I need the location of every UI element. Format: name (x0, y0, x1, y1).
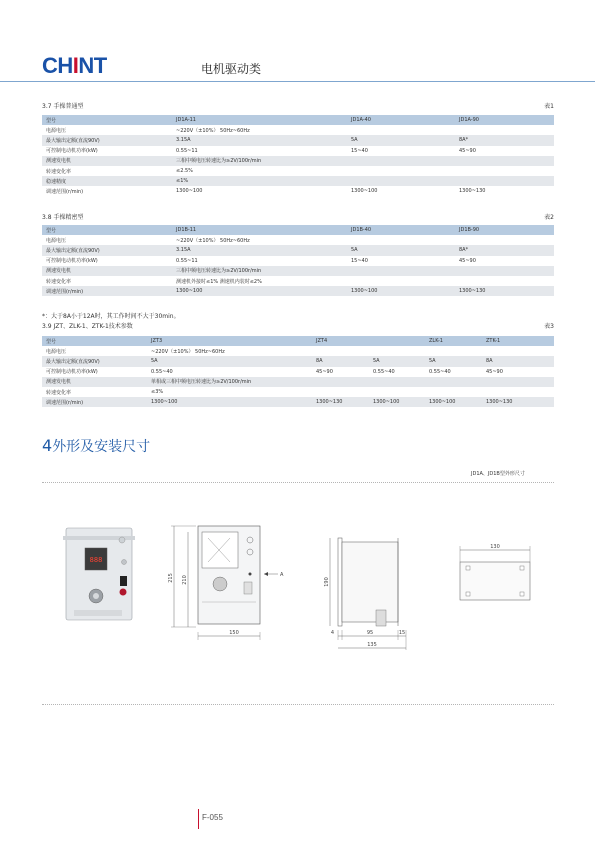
section-title-3-8: 3.8 手操精密型 (42, 214, 84, 221)
table-cell (347, 235, 455, 245)
page-number-bar (198, 809, 199, 829)
dim-label: 15 (398, 630, 406, 636)
table-cell: 电源电压 (42, 346, 147, 356)
chint-logo: CHINT (42, 53, 107, 78)
table-cell: 电源电压 (42, 125, 172, 135)
table-cell: 8A (312, 356, 369, 366)
table-cell: 1300~130 (455, 286, 554, 296)
table-cell: 转速变化率 (42, 166, 172, 176)
table-cell: 45~90 (482, 367, 554, 377)
table-cell: 1300~100 (172, 186, 347, 196)
table-cell (347, 166, 455, 176)
table-cell: 0.55~40 (147, 367, 312, 377)
table-cell (347, 266, 455, 276)
table-row (42, 276, 554, 286)
table-cell: JD1B-40 (347, 225, 455, 235)
table-cell: 15~40 (347, 256, 455, 266)
table-cell: 最大输出定额(直流90V) (42, 135, 172, 145)
table-cell (455, 156, 554, 166)
footnote: *：大于8A小于12A时，其工作时间不大于30min。 (42, 313, 180, 320)
table-cell (312, 377, 369, 387)
table-cell (369, 346, 425, 356)
table-cell (369, 336, 425, 346)
table-cell: 调速范围(r/min) (42, 286, 172, 296)
table-number-2: 表2 (544, 214, 554, 221)
table-cell: JD1A-90 (455, 115, 554, 125)
table-cell: 单相或三相中频电压转速比为≥2V/100r/min (147, 377, 312, 387)
table-row (42, 135, 554, 145)
table-cell: 调速范围(r/min) (42, 397, 147, 407)
section-heading: 外形及安装尺寸 (52, 439, 151, 455)
table-cell: 型号 (42, 115, 172, 125)
table-cell: 三相中频电压转速比为≥2V/100r/min (172, 156, 347, 166)
dim-label: 150 (229, 630, 239, 636)
table-cell: 测速发电机 (42, 266, 172, 276)
table-cell: 0.55~11 (172, 256, 347, 266)
table-row (42, 245, 554, 255)
table-cell: JD1B-11 (172, 225, 347, 235)
table-cell: JZT3 (147, 336, 312, 346)
dim-label: 210 (182, 575, 188, 585)
table-cell: 1300~100 (369, 397, 425, 407)
table-cell: 1300~100 (347, 286, 455, 296)
table-row (42, 176, 554, 186)
table-row (42, 156, 554, 166)
table-row (42, 377, 554, 387)
table-cell (482, 346, 554, 356)
table-row (42, 356, 554, 366)
section-marker-a: A (280, 572, 284, 578)
table-cell: 型号 (42, 336, 147, 346)
dim-label: 95 (366, 630, 374, 636)
table-cell (312, 387, 369, 397)
table-header-row (42, 225, 554, 235)
table-row (42, 387, 554, 397)
table-row (42, 146, 554, 156)
spec-table-3 (42, 336, 554, 407)
table-cell: 8A* (455, 245, 554, 255)
table-cell (425, 387, 482, 397)
spec-table-1 (42, 115, 554, 197)
section-4-title (42, 436, 150, 456)
table-cell: 最大输出定额(直流90V) (42, 356, 147, 366)
table-cell: ≤3% (147, 387, 312, 397)
table-cell: 1300~100 (347, 186, 455, 196)
table-cell (455, 276, 554, 286)
controller-photo (60, 526, 142, 622)
table-cell (455, 235, 554, 245)
table-row (42, 266, 554, 276)
table-row (42, 346, 554, 356)
page-header (0, 0, 595, 82)
table-cell: 15~40 (347, 146, 455, 156)
table-cell: JD1B-90 (455, 225, 554, 235)
table-cell (347, 176, 455, 186)
table-cell: 5A (347, 135, 455, 145)
table-cell: 45~90 (312, 367, 369, 377)
table-cell: 0.55~40 (369, 367, 425, 377)
front-view-drawing (168, 522, 300, 654)
header-divider (0, 81, 595, 82)
section-title-3-7: 3.7 手操普通型 (42, 103, 84, 110)
table-cell: 1300~130 (482, 397, 554, 407)
table-cell (455, 266, 554, 276)
table-cell: ~220V（±10%） 50Hz~60Hz (172, 125, 347, 135)
dim-label: 135 (367, 642, 377, 648)
dim-label: 4 (330, 630, 334, 636)
table-cell: 5A (347, 245, 455, 255)
side-view-drawing (318, 522, 418, 654)
table-header-row (42, 115, 554, 125)
table-cell (369, 377, 425, 387)
spec-table-2 (42, 225, 554, 296)
dim-label: 215 (168, 573, 174, 583)
table-cell: ~220V（±10%） 50Hz~60Hz (172, 235, 347, 245)
table-cell: 5A (425, 356, 482, 366)
table-cell: 8A* (455, 135, 554, 145)
page-number: F-055 (202, 813, 223, 822)
table-cell: 可控制电动机功率(kW) (42, 256, 172, 266)
table-cell: 8A (482, 356, 554, 366)
table-cell: 电源电压 (42, 235, 172, 245)
table-cell: 稳速精度 (42, 176, 172, 186)
table-cell: JD1A-40 (347, 115, 455, 125)
table-row (42, 235, 554, 245)
page-title: 电机驱动类 (201, 62, 262, 76)
table-cell: 转速变化率 (42, 276, 172, 286)
table-cell: ZLK-1 (425, 336, 482, 346)
table-cell: ≤2.5% (172, 166, 347, 176)
table-cell (347, 125, 455, 135)
caption-divider (42, 482, 554, 483)
table-cell (455, 176, 554, 186)
table-cell: 1300~130 (312, 397, 369, 407)
table-cell: 转速变化率 (42, 387, 147, 397)
dim-label: 190 (324, 577, 330, 587)
table-cell: JZT4 (312, 336, 369, 346)
table-cell (482, 387, 554, 397)
section-number: 4 (42, 436, 53, 455)
table-cell: ZTK-1 (482, 336, 554, 346)
table-cell: 可控制电动机功率(kW) (42, 367, 147, 377)
section-divider (42, 704, 554, 705)
table-number-3: 表3 (544, 323, 554, 330)
table-row (42, 286, 554, 296)
table-cell (455, 166, 554, 176)
table-row (42, 125, 554, 135)
table-cell: 测速发电机 (42, 377, 147, 387)
table-header-row (42, 336, 554, 346)
table-cell: JD1A-11 (172, 115, 347, 125)
dim-label: 130 (490, 544, 500, 550)
section-title-3-9: 3.9 JZT、ZLK-1、ZTK-1技术参数 (42, 323, 133, 330)
table-cell (425, 377, 482, 387)
table-cell: 三相中频电压转速比为≥2V/100r/min (172, 266, 347, 276)
table-cell: 1300~100 (147, 397, 312, 407)
table-cell (347, 276, 455, 286)
table-number-1: 表1 (544, 103, 554, 110)
table-cell: 测速发电机 (42, 156, 172, 166)
table-cell: 1300~100 (425, 397, 482, 407)
table-cell: ≤1% (172, 176, 347, 186)
table-cell (482, 377, 554, 387)
table-cell: 45~90 (455, 256, 554, 266)
table-row (42, 186, 554, 196)
table-cell: 调速范围(r/min) (42, 186, 172, 196)
table-cell: 45~90 (455, 146, 554, 156)
figure-caption: JD1A、JD1B型外形尺寸 (471, 471, 525, 477)
table-cell: 5A (147, 356, 312, 366)
table-cell (455, 125, 554, 135)
table-cell: 0.55~40 (425, 367, 482, 377)
table-cell: 1300~130 (455, 186, 554, 196)
table-row (42, 367, 554, 377)
table-cell: 测速机外接时≤1% 测速机内装时≤2% (172, 276, 347, 286)
table-cell: 0.55~11 (172, 146, 347, 156)
table-cell: 最大输出定额(直流90V) (42, 245, 172, 255)
table-row (42, 397, 554, 407)
table-cell: 3.15A (172, 245, 347, 255)
table-cell: 可控制电动机功率(kW) (42, 146, 172, 156)
table-cell: 3.15A (172, 135, 347, 145)
table-row (42, 166, 554, 176)
table-cell: ~220V（±10%） 50Hz~60Hz (147, 346, 312, 356)
table-cell (312, 346, 369, 356)
svg-text:888: 888 (89, 556, 103, 564)
table-cell: 1300~100 (172, 286, 347, 296)
table-row (42, 256, 554, 266)
table-cell (369, 387, 425, 397)
table-cell (425, 346, 482, 356)
table-cell: 5A (369, 356, 425, 366)
top-view-drawing (452, 540, 542, 610)
table-cell (347, 156, 455, 166)
table-cell: 型号 (42, 225, 172, 235)
